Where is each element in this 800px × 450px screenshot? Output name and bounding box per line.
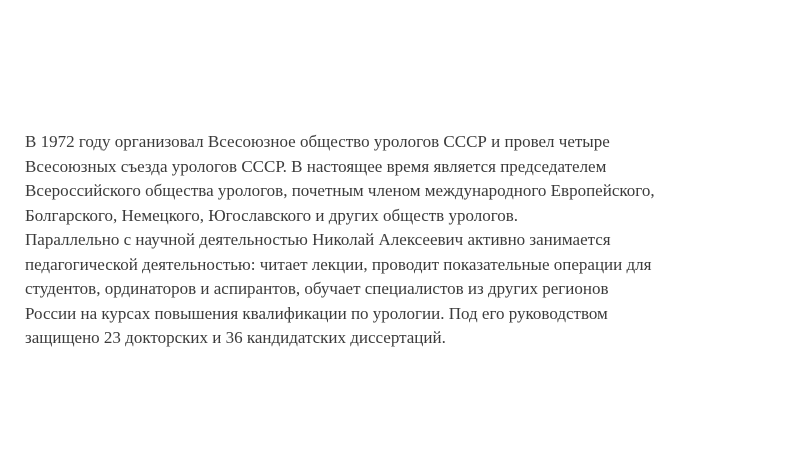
text-line: Параллельно с научной деятельностью Николай Алексеевич активно занимается (25, 230, 611, 249)
text-line: защищено 23 докторских и 36 кандидатских диссертаций. (25, 328, 446, 347)
body-text (25, 130, 785, 351)
text-line: России на курсах повышения квалификации по урологии. Под его руководством (25, 303, 608, 323)
text-line: Всесоюзных съезда урологов СССР. В настоящее время является председателем (25, 156, 607, 176)
text-line: Всероссийского общества урологов, почетным членом международного Европейского, (25, 181, 655, 200)
text-line: студентов, ординаторов и аспирантов, обучает специалистов из других регионов (25, 279, 609, 298)
text-line: Болгарского, Немецкого, Югославского и других обществ урологов. (25, 205, 519, 225)
text-line: педагогической деятельностью: читает лекции, проводит показательные операции для (25, 254, 652, 274)
text-line: В 1972 году организовал Всесоюзное общество урологов СССР и провел четыре (25, 132, 610, 151)
